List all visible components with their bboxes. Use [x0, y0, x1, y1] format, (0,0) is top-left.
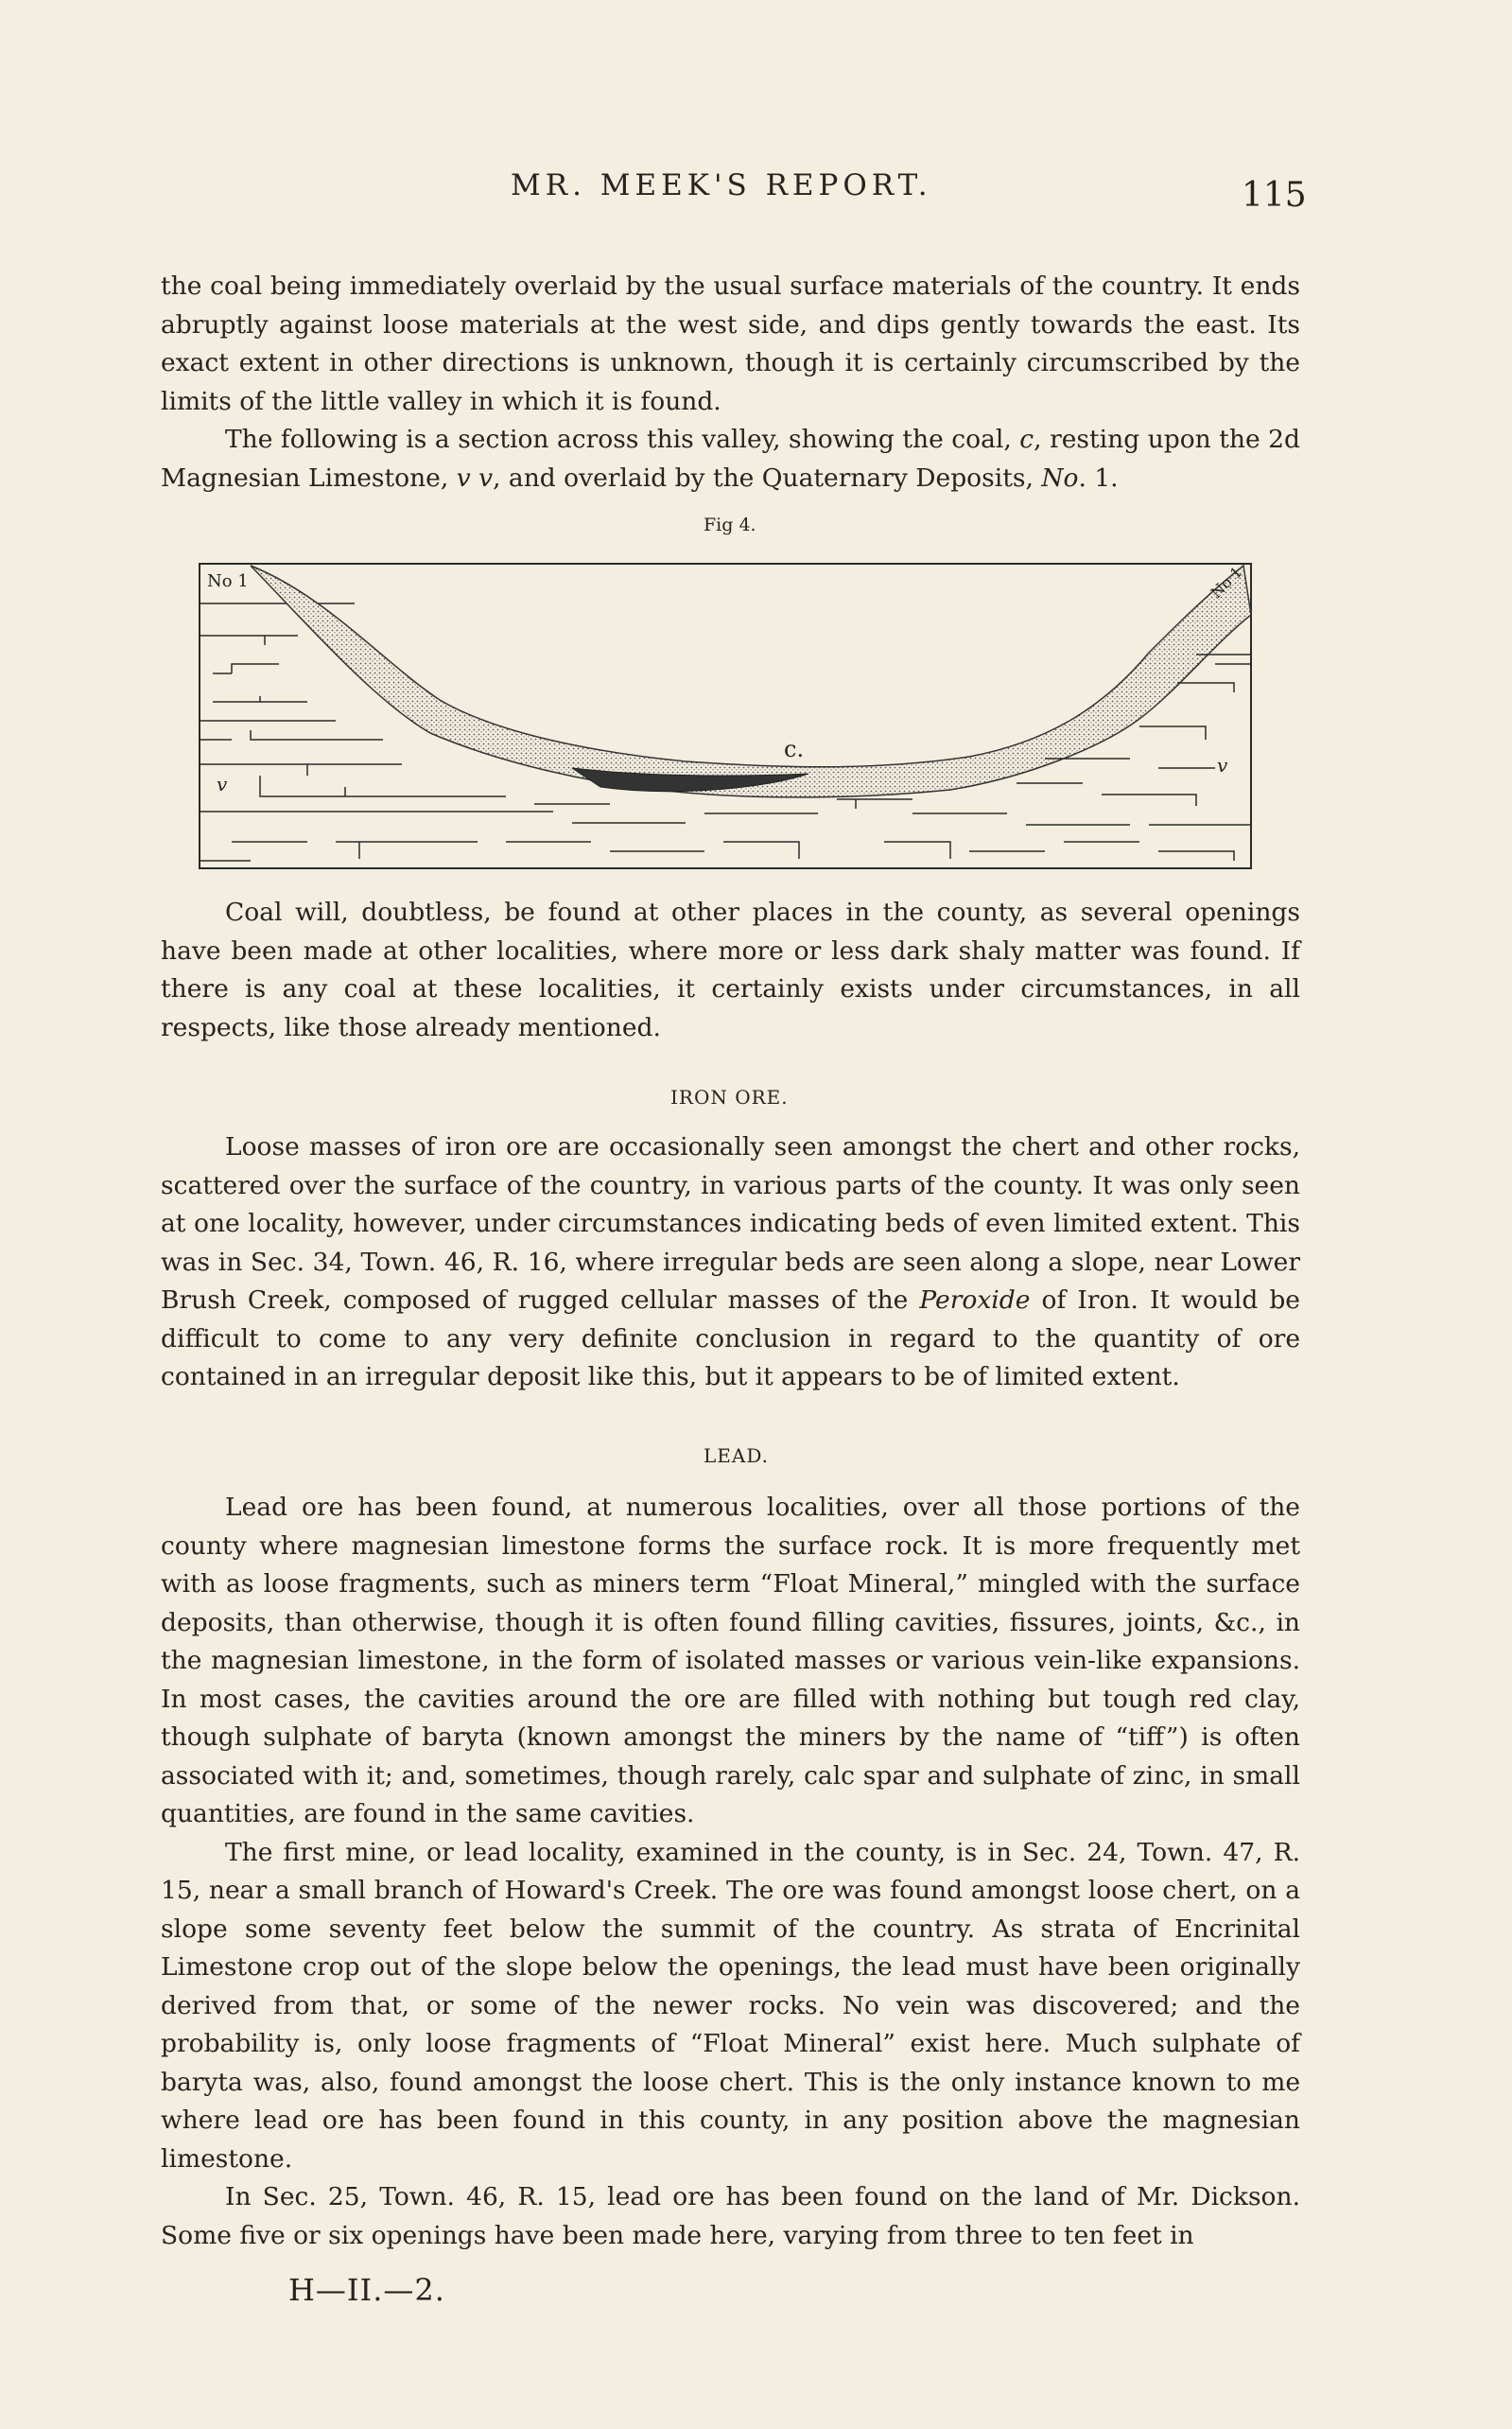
- label-v-right: v: [1217, 754, 1228, 777]
- limestone-symbol: v v: [456, 463, 494, 493]
- para2-mid2: , and overlaid by the Quaternary Deposits,: [493, 463, 1042, 493]
- page-number: 115: [1242, 176, 1307, 215]
- text-block-top: [161, 268, 1300, 498]
- limestone-strata-left: [200, 636, 478, 861]
- coal-symbol: c: [1019, 425, 1034, 454]
- text-block-lead: [161, 1489, 1300, 2255]
- para4-after: of Iron. It would be difficult to come to any very definite conclusion in regard to the quantity of ore contained in an irregular deposit like this, but it appears to be of limited extent.: [161, 1285, 1300, 1391]
- paragraph-section-intro: [161, 421, 1300, 498]
- no-abbrev: No: [1041, 463, 1079, 493]
- paragraph-coal-extent: the coal being immediately overlaid by the usual surface materials of the country. It ends abruptly against loose materials at the west side, and dips gently towards the east. Its exact extent in other directions is unknown, though it is certainly circumscribed by the limits of the little valley in which it is found.: [161, 271, 1300, 416]
- para4-before: Loose masses of iron ore are occasionally seen amongst the chert and other rocks, scattered over the surface of the country, in various parts of the county. It was only seen at one locality, however, under circumstances indicating beds of even limited extent. This was in Sec. 34, Town. 46, R. 16, where irregular beds are seen along a slope, near Lower Brush Creek, composed of rugged cellular masses of the: [161, 1132, 1300, 1315]
- heading-lead: LEAD.: [704, 1444, 770, 1467]
- limestone-strata-bottom: [430, 796, 818, 859]
- label-coal: c.: [784, 736, 805, 762]
- label-no1-left: No 1: [207, 571, 249, 591]
- quaternary-deposit-band: [251, 566, 1251, 797]
- para2-before: The following is a section across this valley, showing the coal,: [225, 425, 1020, 454]
- label-no1-right: No 1: [1207, 563, 1246, 603]
- figure-label: Fig 4.: [704, 515, 756, 535]
- paragraph-first-mine: The first mine, or lead locality, examined in the county, is in Sec. 24, Town. 47, R. 15, near a small branch of Howard's Creek. The ore was found amongst loose chert, on a slope some seventy feet below the summit of the country. As strata of Encrinital Limestone crop out of the slope below the openings, the lead must have been originally derived from that, or some of the newer rocks. No vein was discovered; and the probability is, only loose fragments of “Float Mineral” exist here. Much sulphate of baryta was, also, found amongst the loose chert. This is the only instance known to me where lead ore has been found in this county, in any position above the magnesian limestone.: [161, 1837, 1300, 2174]
- peroxide-term: Peroxide: [919, 1285, 1031, 1315]
- paragraph-dickson: In Sec. 25, Town. 46, R. 15, lead ore has been found on the land of Mr. Dickson. Some five or six openings have been made here, varying from three to ten feet in: [161, 2182, 1300, 2250]
- paragraph-iron-ore: [161, 1128, 1300, 1397]
- running-head: MR. MEEK'S REPORT.: [511, 168, 932, 202]
- text-block-iron: [161, 1128, 1300, 1397]
- geologic-section-figure: [194, 558, 1262, 875]
- label-v-left: v: [217, 773, 228, 795]
- para2-after: . 1.: [1078, 463, 1119, 493]
- paragraph-coal-other-places: Coal will, doubtless, be found at other places in the county, as several openings have been made at other localities, where more or less dark shaly matter was found. If there is any coal at these localities, it certainly exists under circumstances, in all respects, like those already mentioned.: [161, 898, 1300, 1042]
- para2-mid1: , resting upon the 2d Magnesian Limestone,: [161, 425, 1300, 493]
- heading-iron-ore: IRON ORE.: [670, 1086, 789, 1109]
- signature-mark: H—II.—2.: [288, 2272, 445, 2308]
- paragraph-lead-general: Lead ore has been found, at numerous localities, over all those portions of the county where magnesian limestone forms the surface rock. It is more frequently met with as loose fragments, such as miners term “Float Mineral,” mingled with the surface deposits, than otherwise, though it is often found filling cavities, fissures, joints, &c., in the magnesian limestone, in the form of isolated masses or various vein-like expansions. In most cases, the cavities around the ore are filled with nothing but tough red clay, though sulphate of baryta (known amongst the miners by the name of “tiff”) is often associated with it; and, sometimes, though rarely, calc spar and sulphate of zinc, in small quantities, are found in the same cavities.: [161, 1493, 1300, 1828]
- text-block-coal-other: [161, 894, 1300, 1047]
